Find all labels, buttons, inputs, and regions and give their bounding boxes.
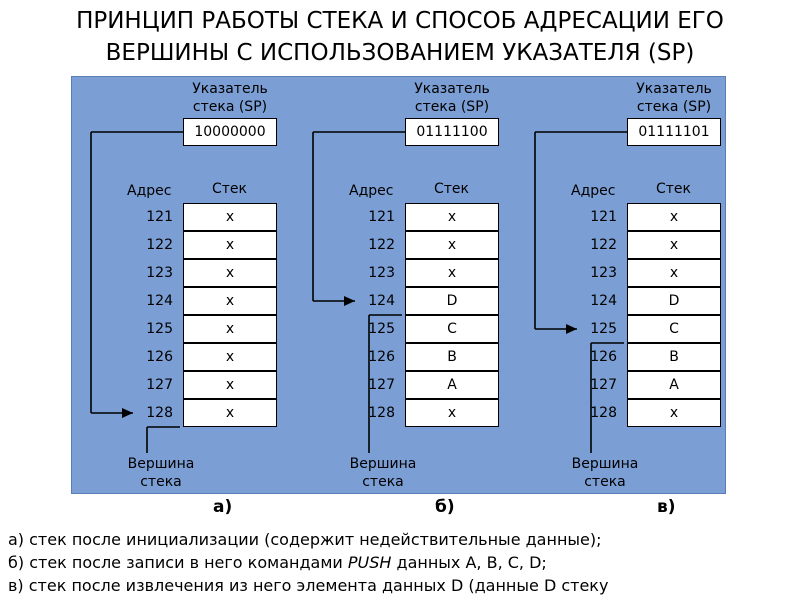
stack-cell-b-125: C (405, 315, 499, 343)
stack-cell-a-121: x (183, 203, 277, 231)
stack-cell-a-125: x (183, 315, 277, 343)
address-c-127: 127 (590, 377, 617, 393)
address-b-126: 126 (368, 349, 395, 365)
stack-header-b: Стек (434, 181, 469, 197)
stack-top-label-b: Вершина (349, 456, 417, 472)
sp-label-b-2: стека (SP) (414, 99, 490, 115)
address-a-124: 124 (146, 293, 173, 309)
address-header-c: Адрес (571, 183, 616, 199)
stack-cell-a-122: x (183, 231, 277, 259)
address-b-121: 121 (368, 209, 395, 225)
stack-cell-a-124: x (183, 287, 277, 315)
address-a-121: 121 (146, 209, 173, 225)
stack-cell-b-123: x (405, 259, 499, 287)
address-a-126: 126 (146, 349, 173, 365)
panel-label-b: б) (435, 497, 455, 517)
address-a-128: 128 (146, 405, 173, 421)
stack-cell-c-127: A (627, 371, 721, 399)
sp-register-a: 10000000 (183, 118, 277, 146)
address-b-122: 122 (368, 237, 395, 253)
stack-top-label-c: Вершина (571, 456, 639, 472)
caption-a: а) стек после инициализации (содержит недействительные данные); (8, 530, 602, 549)
stack-cell-c-124: D (627, 287, 721, 315)
stack-cell-a-123: x (183, 259, 277, 287)
stack-cell-a-126: x (183, 343, 277, 371)
address-b-125: 125 (368, 321, 395, 337)
sp-label-c: Указатель (636, 81, 712, 97)
stack-cell-b-121: x (405, 203, 499, 231)
address-c-126: 126 (590, 349, 617, 365)
caption-b-prefix: б) стек после записи в него командами (8, 553, 348, 572)
stack-cell-c-121: x (627, 203, 721, 231)
stack-header-c: Стек (656, 181, 691, 197)
stack-cell-b-124: D (405, 287, 499, 315)
address-header-b: Адрес (349, 183, 394, 199)
pointer-arrowhead-b (344, 296, 355, 306)
address-c-125: 125 (590, 321, 617, 337)
pointer-arrowhead-a (122, 408, 133, 418)
stack-top-label-a-2: стека (140, 474, 182, 490)
address-b-123: 123 (368, 265, 395, 281)
stack-cell-b-126: B (405, 343, 499, 371)
stack-header-a: Стек (212, 181, 247, 197)
title-line-2: ВЕРШИНЫ С ИСПОЛЬЗОВАНИЕМ УКАЗАТЕЛЯ (SP) (105, 40, 695, 66)
stack-top-label-c-2: стека (584, 474, 626, 490)
stack-cell-c-123: x (627, 259, 721, 287)
stack-cell-a-128: x (183, 399, 277, 427)
stack-cell-c-122: x (627, 231, 721, 259)
stack-cell-c-126: B (627, 343, 721, 371)
sp-label-c-2: стека (SP) (636, 99, 712, 115)
caption-c: в) стек после извлечения из него элемента данных D (данные D стеку (8, 576, 609, 595)
address-c-122: 122 (590, 237, 617, 253)
address-c-128: 128 (590, 405, 617, 421)
pointer-arrowhead-c (566, 324, 577, 334)
stack-cell-c-125: C (627, 315, 721, 343)
caption-b (8, 551, 547, 574)
address-c-121: 121 (590, 209, 617, 225)
address-b-127: 127 (368, 377, 395, 393)
sp-label-a-2: стека (SP) (192, 99, 268, 115)
address-a-127: 127 (146, 377, 173, 393)
address-b-124: 124 (368, 293, 395, 309)
sp-register-b: 01111100 (405, 118, 499, 146)
caption-b-push: PUSH (347, 553, 392, 572)
stack-cell-b-127: A (405, 371, 499, 399)
title-line-1: ПРИНЦИП РАБОТЫ СТЕКА И СПОСОБ АДРЕСАЦИИ ЕГО (76, 8, 724, 34)
address-header-a: Адрес (127, 183, 172, 199)
sp-label-a: Указатель (192, 81, 268, 97)
address-a-125: 125 (146, 321, 173, 337)
address-b-128: 128 (368, 405, 395, 421)
stack-cell-b-122: x (405, 231, 499, 259)
panel-label-a: а) (213, 497, 233, 517)
address-c-124: 124 (590, 293, 617, 309)
address-a-122: 122 (146, 237, 173, 253)
stack-cell-b-128: x (405, 399, 499, 427)
sp-register-c: 01111101 (627, 118, 721, 146)
stack-cell-c-128: x (627, 399, 721, 427)
sp-label-b: Указатель (414, 81, 490, 97)
caption-b-suffix: данных А, В, С, D; (391, 553, 547, 572)
stack-top-label-a: Вершина (127, 456, 195, 472)
stack-top-label-b-2: стека (362, 474, 404, 490)
stack-cell-a-127: x (183, 371, 277, 399)
panel-label-c: в) (657, 497, 676, 517)
address-a-123: 123 (146, 265, 173, 281)
address-c-123: 123 (590, 265, 617, 281)
